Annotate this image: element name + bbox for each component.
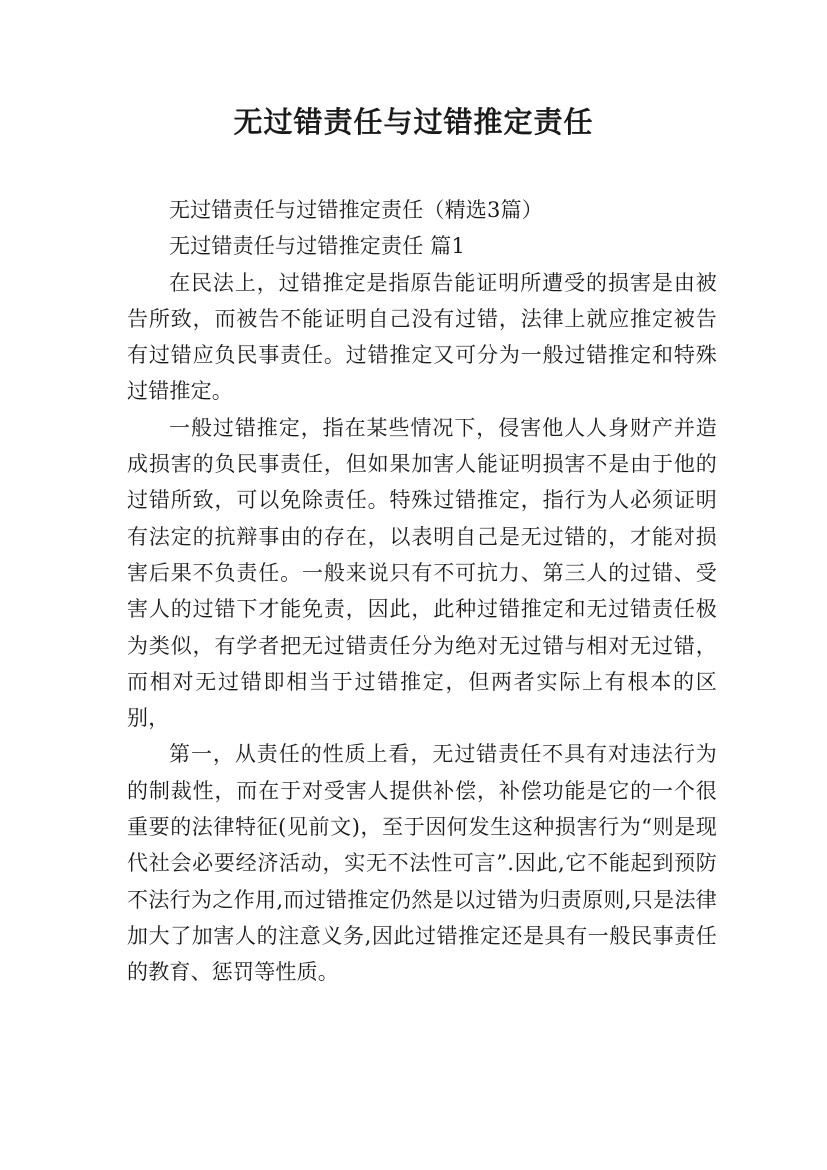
document-title: 无过错责任与过错推定责任	[233, 105, 594, 139]
paragraph-3: 第一，从责任的性质上看，无过错责任不具有对违法行为的制裁性，而在于对受害人提供补偿，补偿功能是它的一个很重要的法律特征(见前文)，至于因何发生这种损害行为“则是现代社会必要经济活动，实无不法性可言”.因此,它不能起到预防不法行为之作用,而过错推定仍然是以过错为归责原则,只是法律加大了加害人的注意义务,因此过错推定还是具有一般民事责任的教育、惩罚等性质。	[127, 742, 717, 985]
paragraph-1: 在民法上，过错推定是指原告能证明所遭受的损害是由被告所致，而被告不能证明自己没有过错，法律上就应推定被告有过错应负民事责任。过错推定又可分为一般过错推定和特殊过错推定。	[127, 270, 717, 404]
section-heading: 无过错责任与过错推定责任 篇1	[169, 234, 466, 259]
subtitle-line: 无过错责任与过错推定责任（精选3篇）	[169, 198, 543, 222]
document-body	[127, 192, 717, 991]
paragraph-2: 一般过错推定，指在某些情况下，侵害他人人身财产并造成损害的负民事责任，但如果加害人能证明损害不是由于他的过错所致，可以免除责任。特殊过错推定，指行为人必须证明有法定的抗辩事由的存在，以表明自己是无过错的，才能对损害后果不负责任。一般来说只有不可抗力、第三人的过错、受害人的过错下才能免责，因此，此种过错推定和无过错责任极为类似，有学者把无过错责任分为绝对无过错与相对无过错，而相对无过错即相当于过错推定，但两者实际上有根本的区别，	[127, 415, 717, 731]
